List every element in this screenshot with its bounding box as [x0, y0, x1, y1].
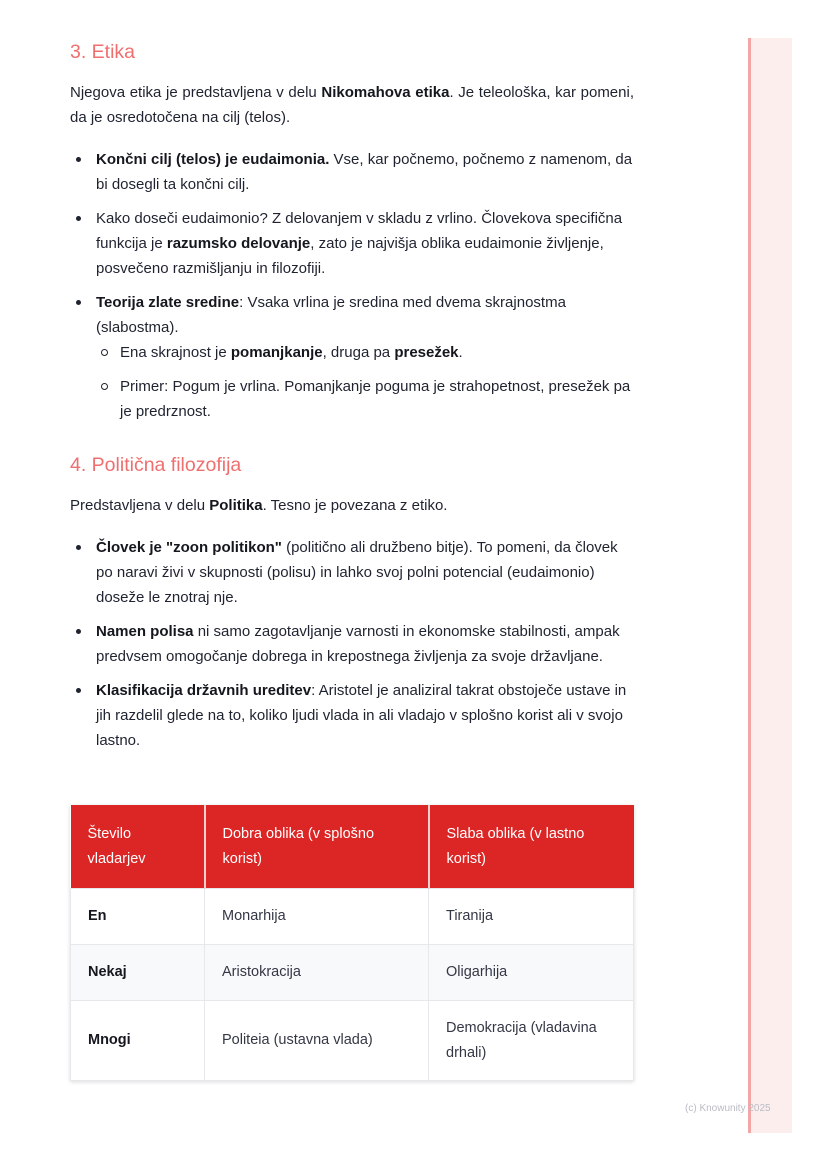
table-header: Dobra oblika (v splošno korist)	[205, 805, 429, 889]
text-run: , druga pa	[322, 344, 395, 361]
bold-text: presežek	[394, 344, 459, 361]
table-cell: En	[71, 889, 205, 945]
bold-text: pomanjkanje	[230, 344, 323, 361]
bold-text: Politika	[209, 497, 263, 514]
text-run: ni samo zagotavljanje varnosti in ekonomske stabilnosti, ampak predvsem omogočanje dobrega in krepostnega življenja za svoje državljane.	[96, 623, 620, 665]
section-heading: 3. Etika	[70, 41, 136, 63]
document-body	[70, 38, 634, 762]
table-header: Število vladarjev	[71, 805, 205, 889]
list-item	[70, 290, 634, 424]
text-run: . Tesno je povezana z etiko.	[262, 497, 448, 514]
table-cell: Demokracija (vladavina drhali)	[429, 1001, 634, 1081]
list-item	[70, 147, 634, 197]
section-heading: 4. Politična filozofija	[70, 454, 242, 476]
sub-bullet-list	[96, 340, 634, 424]
table-header: Slaba oblika (v lastno korist)	[429, 805, 634, 889]
side-margin-strip	[748, 38, 792, 1133]
bold-text: Teorija zlate sredine	[96, 294, 240, 311]
table-cell: Oligarhija	[429, 945, 634, 1001]
text-run: Vse, kar počnemo, počnemo z namenom, da bi dosegli ta končni cilj.	[96, 151, 633, 193]
text-run: .	[458, 344, 463, 361]
bold-text: Namen polisa	[96, 623, 194, 640]
bold-text: razumsko delovanje	[166, 235, 311, 252]
sub-list-item	[96, 340, 634, 365]
section-intro	[70, 80, 634, 130]
table-cell: Mnogi	[71, 1001, 205, 1081]
text-run: Primer: Pogum je vrlina. Pomanjkanje poguma je strahopetnost, presežek pa je predrznost.	[120, 378, 631, 420]
table-row	[71, 945, 634, 1001]
text-run: : Vsaka vrlina je sredina med dvema skrajnostma (slabostma).	[96, 294, 566, 336]
text-run: Ena skrajnost je	[120, 344, 231, 361]
text-run: Njegova etika je predstavljena v delu	[70, 84, 322, 101]
sub-list-item	[96, 374, 634, 424]
text-run: , zato je najvišja oblika eudaimonie življenje, posvečeno razmišljanju in filozofiji.	[96, 235, 604, 277]
table-cell: Tiranija	[429, 889, 634, 945]
table-header-row	[71, 805, 634, 889]
side-margin-line	[748, 38, 751, 1133]
text-run: Predstavljena v delu	[70, 497, 210, 514]
text-run: : Aristotel je analiziral takrat obstoječe ustave in jih razdelil glede na to, koliko ljudi vlada in ali vladajo v splošno korist ali v svojo lastno.	[96, 682, 627, 749]
list-item	[70, 678, 634, 753]
table-row	[71, 889, 634, 945]
text-run: Kako doseči eudaimonio? Z delovanjem v skladu z vrlino. Človekova specifična funkcija je	[96, 210, 623, 252]
section-intro	[70, 493, 634, 518]
list-item	[70, 619, 634, 669]
bullet-list	[70, 147, 634, 424]
table-cell: Politeia (ustavna vlada)	[205, 1001, 429, 1081]
bold-text: Človek je "zoon politikon"	[96, 539, 282, 556]
bullet-list	[70, 535, 634, 753]
text-run: (politično ali družbeno bitje). To pomeni, da človek po naravi živi v skupnosti (polisu) in lahko svoj polni potencial (eudaimonio) doseže le znotraj nje.	[96, 539, 618, 606]
text-run: . Je teleološka, kar pomeni, da je osredotočena na cilj (telos).	[70, 84, 634, 126]
government-forms-table	[70, 805, 634, 1081]
table-cell: Nekaj	[71, 945, 205, 1001]
bold-text: Nikomahova etika	[321, 84, 450, 101]
table-cell: Monarhija	[205, 889, 429, 945]
list-item	[70, 206, 634, 281]
table-row	[71, 1001, 634, 1081]
list-item	[70, 535, 634, 610]
bold-text: Klasifikacija državnih ureditev	[96, 682, 312, 699]
copyright-footer: (c) Knowunity 2025	[685, 1103, 771, 1114]
table-cell: Aristokracija	[205, 945, 429, 1001]
bold-text: Končni cilj (telos) je eudaimonia.	[96, 151, 330, 168]
